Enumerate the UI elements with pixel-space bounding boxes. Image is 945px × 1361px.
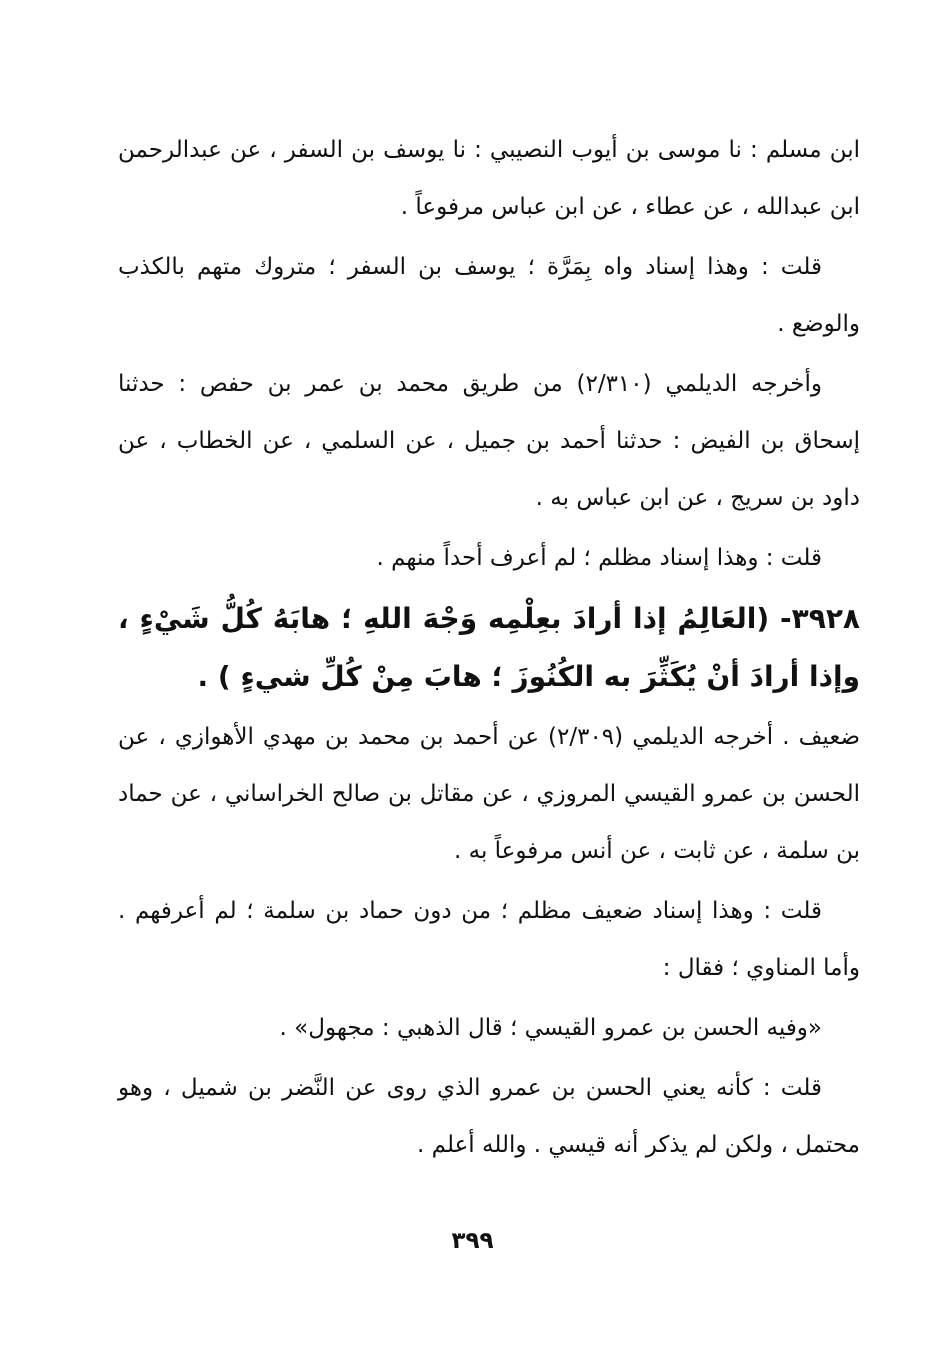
block-quote: «وفيه الحسن بن عمرو القيسي ؛ قال الذهبي : مجهول» . — [279, 1015, 822, 1041]
text-paragraph-6: قلت : وهذا إسناد ضعيف مظلم ؛ من دون حماد بن سلمة ؛ لم أعرفهم . وأما المناوي ؛ فقال : — [118, 898, 860, 981]
text-paragraph-1: ابن مسلم : نا موسى بن أيوب النصيبي : نا يوسف بن السفر ، عن عبدالرحمن ابن عبدالله ، عن عطاء ، عن ابن عباس مرفوعاً . — [118, 137, 860, 220]
page-body — [118, 122, 860, 1177]
text-paragraph-5: ضعيف . أخرجه الديلمي (٢/٣٠٩) عن أحمد بن محمد بن مهدي الأهوازي ، عن الحسن بن عمرو القيسي المروزي ، عن مقاتل بن صالح الخراساني ، عن حماد بن سلمة ، عن ثابت ، عن أنس مرفوعاً به . — [118, 724, 860, 864]
text-paragraph-3: وأخرجه الديلمي (٢/٣١٠) من طريق محمد بن عمر بن حفص : حدثنا إسحاق بن الفيض : حدثنا أحمد بن جميل ، عن السلمي ، عن الخطاب ، عن داود بن سريج ، عن ابن عباس به . — [118, 371, 860, 511]
page-number: ٣٩٩ — [451, 1228, 494, 1254]
hadith-text: ٣٩٢٨- (العَالِمُ إذا أرادَ بعِلْمِه وَجْهَ اللهِ ؛ هابَهُ كُلُّ شَيْءٍ ، وإذا أرادَ أنْ يُكَثِّرَ به الكُنُوزَ ؛ هابَ مِنْ كُلِّ شيءٍ ) . — [118, 602, 860, 693]
text-paragraph-7: قلت : كأنه يعني الحسن بن عمرو الذي روى عن النَّضر بن شميل ، وهو محتمل ، ولكن لم يذكر أنه قيسي . والله أعلم . — [118, 1075, 860, 1158]
text-paragraph-4: قلت : وهذا إسناد مظلم ؛ لم أعرف أحداً منهم . — [376, 545, 822, 571]
text-paragraph-2: قلت : وهذا إسناد واه بِمَرَّة ؛ يوسف بن السفر ؛ متروك متهم بالكذب والوضع . — [118, 254, 860, 337]
